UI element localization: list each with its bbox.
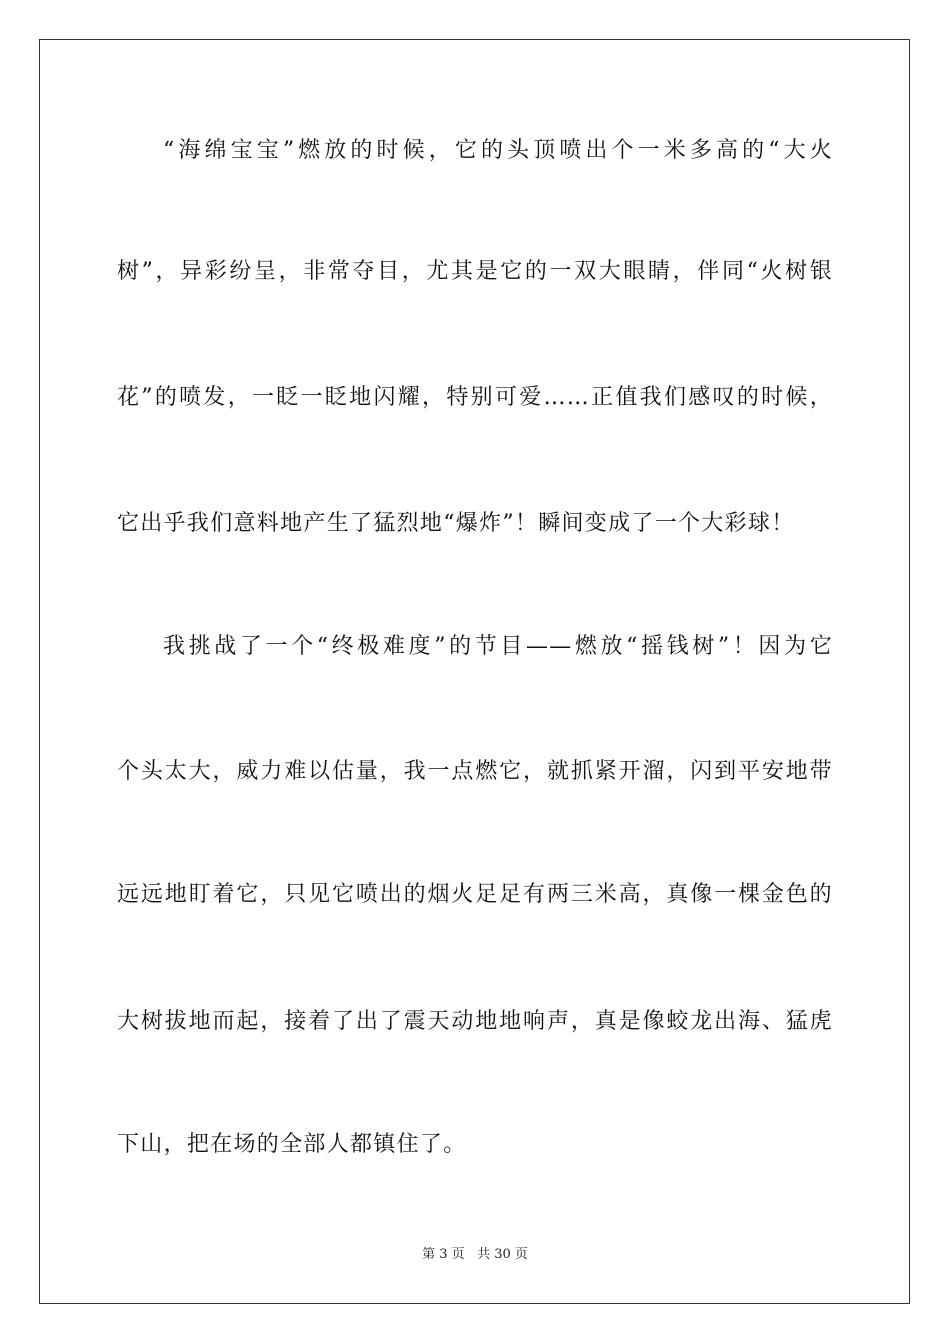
paragraph-2-line-3: 远远地盯着它，只见它喷出的烟火足足有两三米高，真像一棵金色的: [117, 882, 833, 907]
page-number: 第 3 页: [422, 1247, 465, 1262]
paragraph-2-line-5: 下山，把在场的全部人都镇住了。: [117, 1132, 467, 1157]
paragraph-2-line-1: 我挑战了一个“终极难度”的节目——燃放“摇钱树”！因为它: [163, 634, 833, 659]
total-pages: 共 30 页: [477, 1247, 528, 1262]
page-footer: [0, 1246, 950, 1264]
paragraph-1-line-3: 花”的喷发，一眨一眨地闪耀，特别可爱……正值我们感叹的时候，: [117, 385, 833, 410]
paragraph-1-line-1: “海绵宝宝”燃放的时候，它的头顶喷出个一米多高的“大火: [163, 138, 833, 163]
paragraph-2-line-2: 个头太大，威力难以估量，我一点燃它，就抓紧开溜，闪到平安地带: [117, 759, 833, 784]
paragraph-1-line-4: 它出乎我们意料地产生了猛烈地“爆炸”！瞬间变成了一个大彩球！: [117, 511, 795, 536]
paragraph-2-line-4: 大树拔地而起，接着了出了震天动地地响声，真是像蛟龙出海、猛虎: [117, 1009, 833, 1034]
page-border: [39, 39, 910, 1304]
paragraph-1-line-2: 树”，异彩纷呈，非常夺目，尤其是它的一双大眼睛，伴同“火树银: [117, 259, 833, 284]
